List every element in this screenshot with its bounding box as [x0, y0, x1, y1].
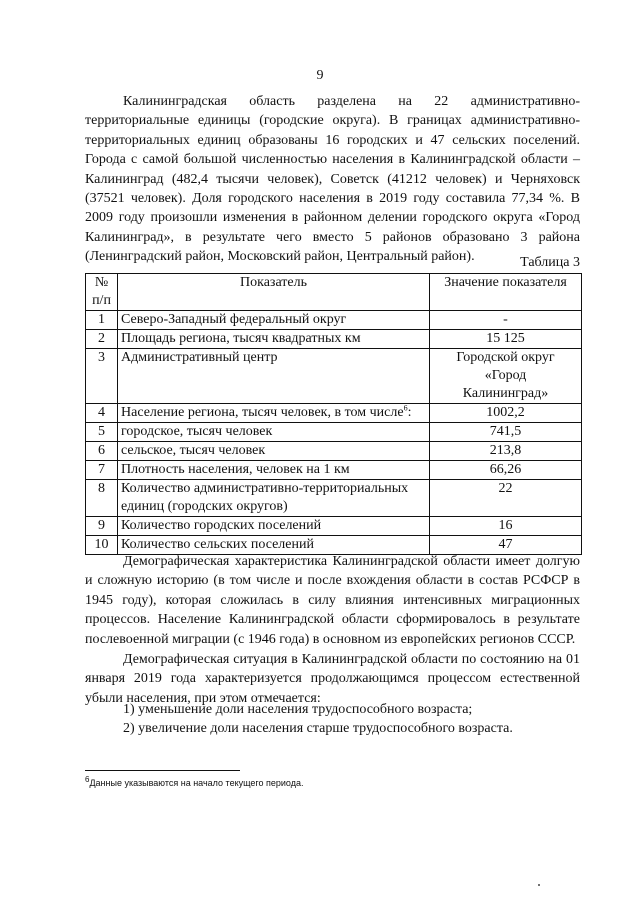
- region-indicators-table: [85, 273, 582, 555]
- footnote-reference: 6: [403, 403, 408, 413]
- row-indicator: сельское, тысяч человек: [118, 442, 430, 461]
- row-num: 8: [86, 480, 118, 517]
- row-num: 9: [86, 517, 118, 536]
- row-indicator: [118, 404, 430, 423]
- header-num: № п/п: [86, 274, 118, 311]
- paragraph-demographic-situation: Демографическая ситуация в Калининградской области по состоянию на 01 января 2019 года характеризуется продолжающимся процессом естественной убыли населения, при этом отмечается:: [85, 652, 580, 706]
- row-value: 1002,2: [430, 404, 582, 423]
- table-row: [86, 404, 582, 423]
- row-indicator: Плотность населения, человек на 1 км: [118, 461, 430, 480]
- table-row: [86, 330, 582, 349]
- row-num: 2: [86, 330, 118, 349]
- table-row: [86, 311, 582, 330]
- header-indicator: Показатель: [118, 274, 430, 311]
- row-indicator: Административный центр: [118, 349, 430, 404]
- table-row: [86, 423, 582, 442]
- row-indicator: Количество городских поселений: [118, 517, 430, 536]
- row-num: 7: [86, 461, 118, 480]
- paragraph-demographic-history: Демографическая характеристика Калининградской области имеет долгую и сложную историю (в том числе и после вхождения области в состав РСФСР в 1945 году), которая сложилась в силу влияния интенсивных миграционных процессов. Население Калининградской области сформировалось в результате послевоенной миграции (с 1946 года) в основном из европейских регионов СССР.: [85, 554, 580, 647]
- row-indicator: Количество сельских поселений: [118, 536, 430, 555]
- table-row: [86, 461, 582, 480]
- footnote-separator: [85, 770, 240, 771]
- row-value: Городской округ «Город Калининград»: [430, 349, 582, 404]
- table-row: [86, 442, 582, 461]
- row-value: 22: [430, 480, 582, 517]
- row-indicator: Северо-Западный федеральный округ: [118, 311, 430, 330]
- table-row: [86, 349, 582, 404]
- page-number: 9: [316, 68, 324, 83]
- row-num: 3: [86, 349, 118, 404]
- row-value: 16: [430, 517, 582, 536]
- row-num: 10: [86, 536, 118, 555]
- paragraph-administrative-division: Калининградская область разделена на 22 административно-территориальные единицы (городские округа). В границах административно-территориальных единиц образованы 16 городских и 47 сельских поселений. Города с самой большой численностью населения в Калининградской области – Калининград (482,4 тысячи человек), Советск (41212 человек) и Черняховск (37521 человек). Доля городского населения в 2019 году составила 77,34 %. В 2009 году произошли изменения в районном делении городского округа «Город Калининград», в результате чего вместо 5 районов образовано 3 района (Ленинградский район, Московский район, Центральный район).: [85, 94, 580, 265]
- list-item: 2) увеличение доли населения старше трудоспособного возраста.: [123, 721, 513, 736]
- row-num: 6: [86, 442, 118, 461]
- table-caption: Таблица 3: [520, 255, 580, 270]
- list-item: 1) уменьшение доли населения трудоспособного возраста;: [123, 702, 473, 717]
- table-row: [86, 517, 582, 536]
- table-row: [86, 480, 582, 517]
- row-value: 15 125: [430, 330, 582, 349]
- row-indicator-text: Население региона, тысяч человек, в том числе: [121, 405, 404, 420]
- table-header-row: [86, 274, 582, 311]
- row-num: 1: [86, 311, 118, 330]
- row-indicator: Количество административно-территориальных единиц (городских округов): [118, 480, 430, 517]
- row-value: 213,8: [430, 442, 582, 461]
- row-value: -: [430, 311, 582, 330]
- row-indicator-suffix: :: [407, 405, 412, 420]
- row-num: 4: [86, 404, 118, 423]
- row-num: 5: [86, 423, 118, 442]
- row-value: 47: [430, 536, 582, 555]
- row-value: 741,5: [430, 423, 582, 442]
- footnote: [85, 775, 304, 788]
- header-value: Значение показателя: [430, 274, 582, 311]
- footnote-mark: 6: [85, 775, 90, 784]
- footnote-text: Данные указываются на начало текущего периода.: [89, 778, 304, 788]
- row-value: 66,26: [430, 461, 582, 480]
- row-indicator: городское, тысяч человек: [118, 423, 430, 442]
- scan-speck: [538, 884, 540, 886]
- row-indicator: Площадь региона, тысяч квадратных км: [118, 330, 430, 349]
